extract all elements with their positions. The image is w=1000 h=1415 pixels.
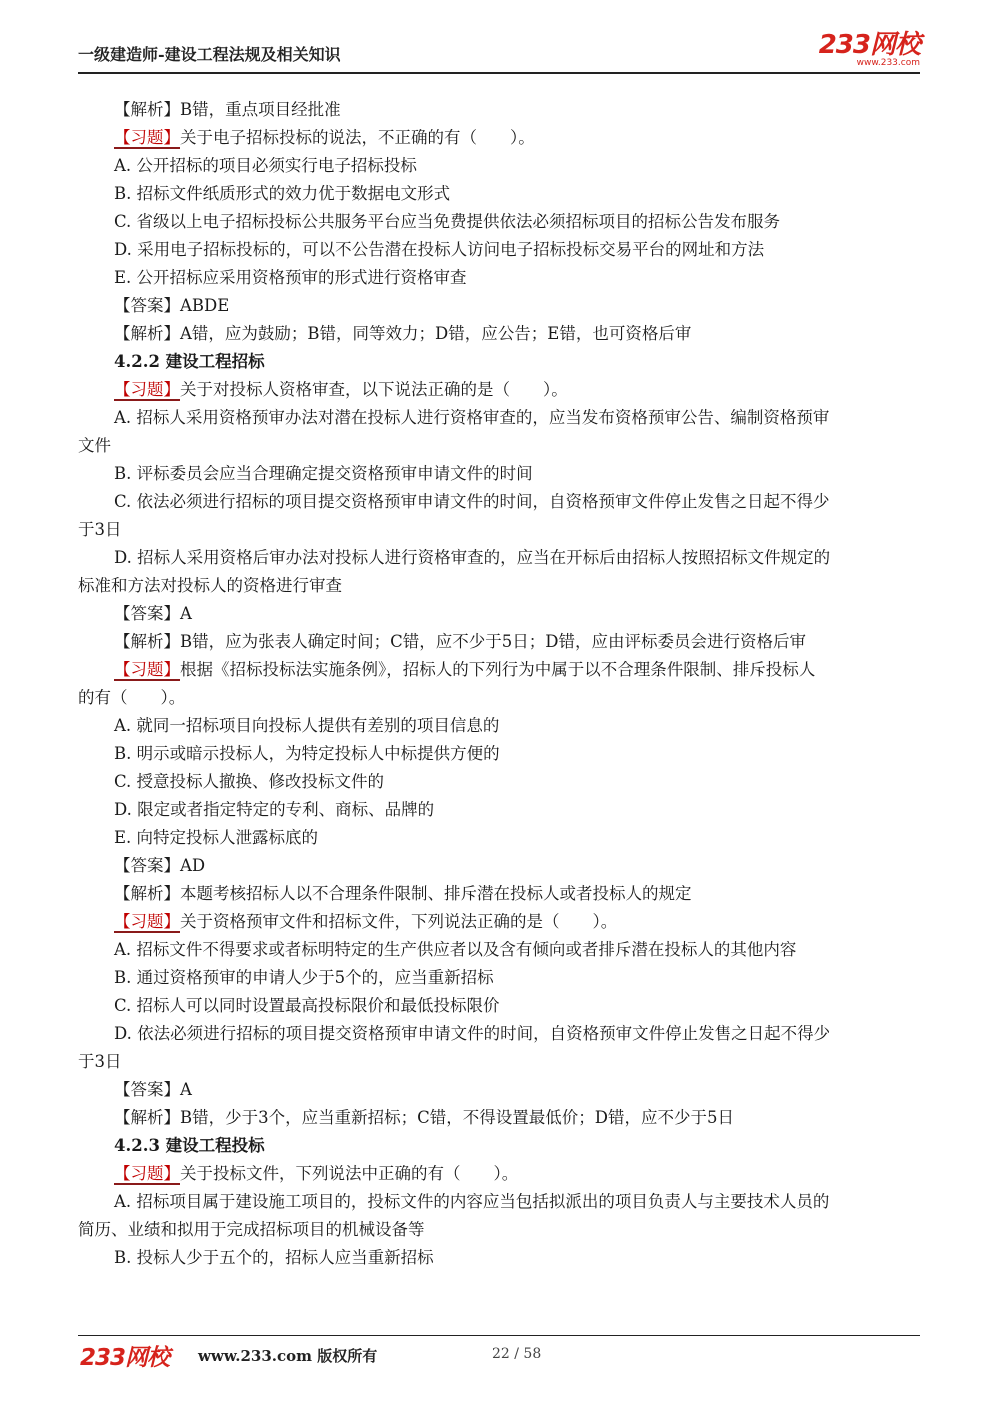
answer-line: 【答案】AD bbox=[114, 856, 206, 875]
option-continuation: 标准和方法对投标人的资格进行审查 bbox=[78, 576, 342, 595]
footer-divider bbox=[78, 1335, 920, 1336]
option-line: D. 采用电子招标投标的，可以不公告潜在投标人访问电子招标投标交易平台的网址和方法 bbox=[114, 240, 765, 259]
exercise-tag: 【习题】 bbox=[114, 912, 180, 931]
option-continuation: 于3日 bbox=[78, 1052, 122, 1071]
option-line: A. 招标项目属于建设施工项目的，投标文件的内容应当包括拟派出的项目负责人与主要技术人员的 bbox=[114, 1192, 830, 1211]
option-line: B. 招标文件纸质形式的效力优于数据电文形式 bbox=[114, 184, 451, 203]
answer-line: 【答案】ABDE bbox=[114, 296, 230, 315]
option-line: D. 限定或者指定特定的专利、商标、品牌的 bbox=[114, 800, 435, 819]
header-title: 一级建造师-建设工程法规及相关知识 bbox=[78, 45, 341, 64]
analysis-line: 【解析】B错，重点项目经批准 bbox=[114, 100, 341, 119]
option-line: B. 明示或暗示投标人，为特定投标人中标提供方便的 bbox=[114, 744, 500, 763]
option-continuation: 于3日 bbox=[78, 520, 122, 539]
answer-line: 【答案】A bbox=[114, 1080, 192, 1099]
option-line: C. 授意投标人撤换、修改投标文件的 bbox=[114, 772, 385, 791]
answer-line: 【答案】A bbox=[114, 604, 192, 623]
option-line: E. 公开招标应采用资格预审的形式进行资格审查 bbox=[114, 268, 467, 287]
analysis-line: 【解析】本题考核招标人以不合理条件限制、排斥潜在投标人或者投标人的规定 bbox=[114, 884, 692, 903]
header-divider bbox=[78, 72, 920, 74]
page-number: 22 / 58 bbox=[492, 1346, 542, 1362]
option-line: C. 省级以上电子招标投标公共服务平台应当免费提供依法必须招标项目的招标公告发布服务 bbox=[114, 212, 781, 231]
page-header bbox=[78, 28, 920, 72]
option-line: B. 通过资格预审的申请人少于5个的，应当重新招标 bbox=[114, 968, 494, 987]
section-heading: 4.2.2 建设工程招标 bbox=[114, 352, 265, 371]
exercise-tag: 【习题】 bbox=[114, 128, 180, 147]
option-line: A. 公开招标的项目必须实行电子招标投标 bbox=[114, 156, 417, 175]
option-line: A. 就同一招标项目向投标人提供有差别的项目信息的 bbox=[114, 716, 500, 735]
analysis-line: 【解析】B错，少于3个，应当重新招标；C错，不得设置最低价；D错，应不少于5日 bbox=[114, 1108, 734, 1127]
page-footer bbox=[80, 1341, 920, 1371]
brand-logo[interactable] bbox=[819, 32, 920, 68]
exercise-line: 【习题】关于资格预审文件和招标文件，下列说法正确的是（ ）。 bbox=[114, 912, 618, 931]
footer-copyright: www.233.com 版权所有 bbox=[198, 1347, 378, 1365]
exercise-line: 【习题】关于投标文件，下列说法中正确的有（ ）。 bbox=[114, 1164, 519, 1183]
section-heading: 4.2.3 建设工程投标 bbox=[114, 1136, 265, 1155]
option-continuation: 文件 bbox=[78, 436, 111, 455]
option-line: A. 招标人采用资格预审办法对潜在投标人进行资格审查的，应当发布资格预审公告、编制资格预审 bbox=[114, 408, 830, 427]
exercise-tag: 【习题】 bbox=[114, 380, 180, 399]
logo-url: www.233.com bbox=[856, 58, 920, 68]
option-line: C. 依法必须进行招标的项目提交资格预审申请文件的时间，自资格预审文件停止发售之日起不得少 bbox=[114, 492, 830, 511]
exercise-tag: 【习题】 bbox=[114, 1164, 180, 1183]
option-line: B. 投标人少于五个的，招标人应当重新招标 bbox=[114, 1248, 434, 1267]
analysis-line: 【解析】B错，应为张表人确定时间；C错，应不少于5日；D错，应由评标委员会进行资格后审 bbox=[114, 632, 806, 651]
exercise-line: 【习题】根据《招标投标法实施条例》，招标人的下列行为中属于以不合理条件限制、排斥投标人 bbox=[114, 660, 816, 679]
option-line: C. 招标人可以同时设置最高投标限价和最低投标限价 bbox=[114, 996, 500, 1015]
exercise-continuation: 的有（ ）。 bbox=[78, 688, 186, 707]
exercise-line: 【习题】关于对投标人资格审查，以下说法正确的是（ ）。 bbox=[114, 380, 568, 399]
logo-text: 233网校 bbox=[818, 30, 920, 60]
document-body bbox=[78, 96, 926, 1272]
option-line: B. 评标委员会应当合理确定提交资格预审申请文件的时间 bbox=[114, 464, 533, 483]
footer-logo[interactable]: 233网校 bbox=[80, 1345, 170, 1371]
analysis-line: 【解析】A错，应为鼓励；B错，同等效力；D错，应公告；E错，也可资格后审 bbox=[114, 324, 692, 343]
option-continuation: 简历、业绩和拟用于完成招标项目的机械设备等 bbox=[78, 1220, 425, 1239]
option-line: A. 招标文件不得要求或者标明特定的生产供应者以及含有倾向或者排斥潜在投标人的其他内容 bbox=[114, 940, 797, 959]
option-line: E. 向特定投标人泄露标底的 bbox=[114, 828, 319, 847]
exercise-tag: 【习题】 bbox=[114, 660, 180, 679]
exercise-line: 【习题】关于电子招标投标的说法，不正确的有（ ）。 bbox=[114, 128, 535, 147]
option-line: D. 依法必须进行招标的项目提交资格预审申请文件的时间，自资格预审文件停止发售之日起不得少 bbox=[114, 1024, 831, 1043]
option-line: D. 招标人采用资格后审办法对投标人进行资格审查的，应当在开标后由招标人按照招标文件规定的 bbox=[114, 548, 831, 567]
